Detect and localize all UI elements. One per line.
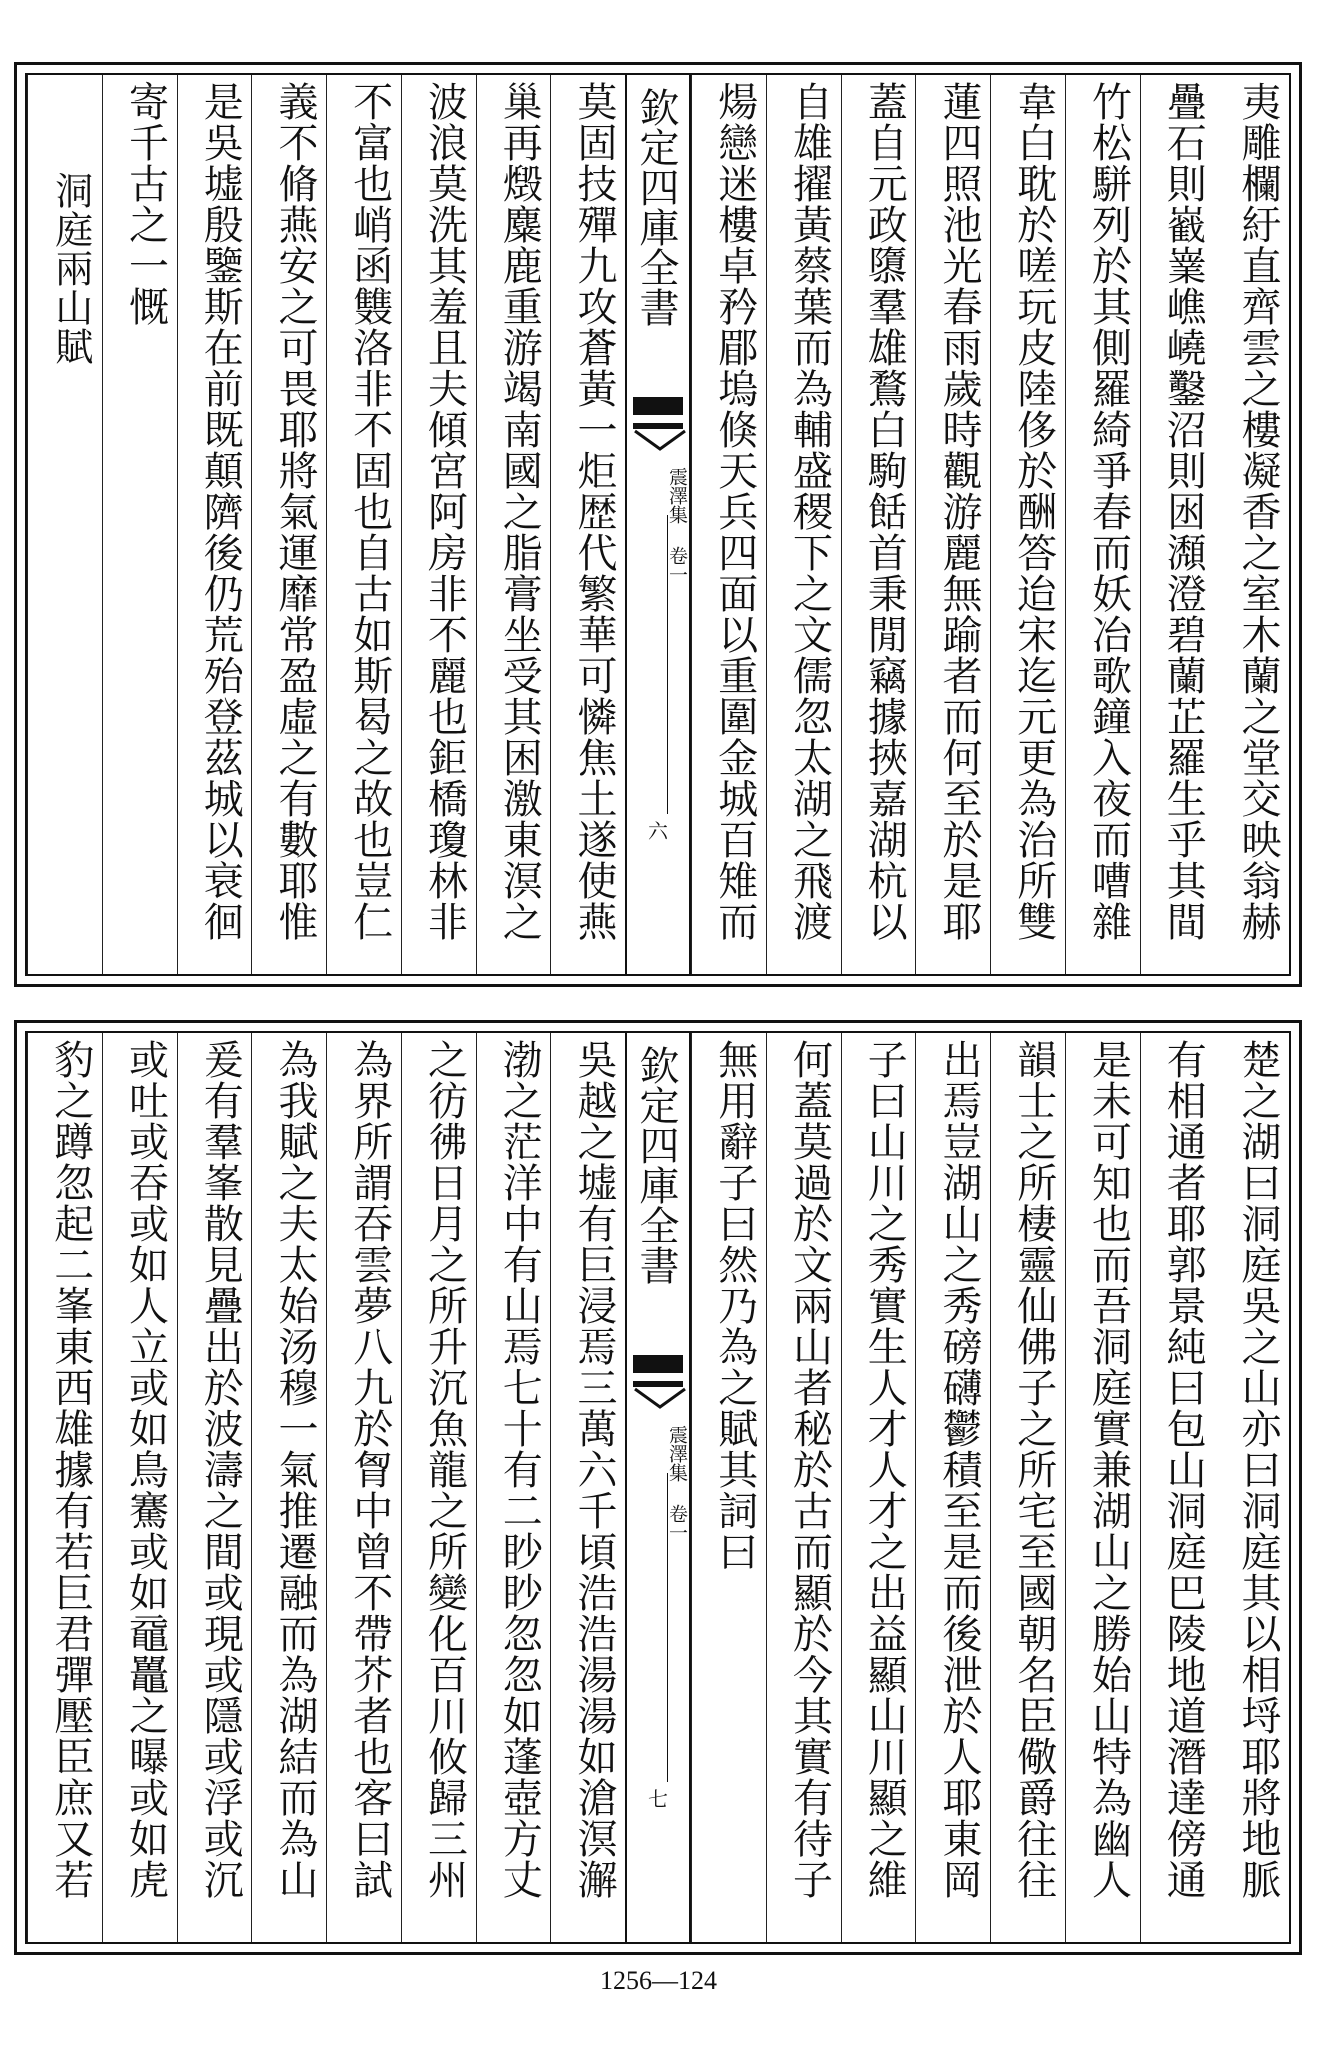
text-column: 有相通者耶郭景純曰包山洞庭巴陵地道潛達傍通 — [1140, 1033, 1215, 1942]
fish-tail-mark — [633, 1355, 683, 1373]
text-column: 蓮四照池光春雨歲時觀游麗無踰者而何至於是耶 — [915, 75, 990, 974]
fish-tail-icon — [633, 429, 687, 455]
text-column: 自雄擢黃蔡葉而為輔盛稷下之文儒忽太湖之飛渡 — [766, 75, 841, 974]
fish-tail-icon — [633, 1387, 687, 1413]
text-column: 是吳墟殷鑒斯在前既顛隮後仍荒殆登茲城以衰徊 — [177, 75, 252, 974]
bottom-page-inner-border — [25, 1031, 1291, 1944]
text-column: 無用辭子曰然乃為之賦其詞曰 — [691, 1033, 766, 1942]
text-column: 巢再燬麋鹿重游竭南國之脂膏坐受其困激東溟之 — [476, 75, 551, 974]
text-column: 洞庭兩山賦 — [27, 75, 102, 974]
top-page-columns — [27, 75, 1289, 974]
leaf-number: 六 — [648, 819, 668, 843]
leaf-number: 七 — [648, 1787, 668, 1811]
text-column: 是未可知也而吾洞庭實兼湖山之勝始山特為幽人 — [1065, 1033, 1140, 1942]
top-page-inner-border — [25, 73, 1291, 976]
text-column: 竹松駢列於其側羅綺爭春而妖冶歌鐘入夜而嘈雜 — [1065, 75, 1140, 974]
text-column: 波浪莫洗其羞且夫傾宮阿房非不麗也鉅橋瓊林非 — [401, 75, 476, 974]
text-column: 為我賦之夫太始汤穆一氣推遷融而為湖結而為山 — [251, 1033, 326, 1942]
text-column: 韋白耽於嗟玩皮陸侈於酬答迨宋迄元更為治所雙 — [990, 75, 1065, 974]
bottom-page-columns — [27, 1033, 1289, 1942]
book-title: 欽定四庫全書 — [633, 87, 679, 327]
text-column: 吳越之墟有巨浸焉三萬六千頃浩浩湯湯如滄溟澥 — [550, 1033, 625, 1942]
collection-volume-label: 震澤集 卷一 — [666, 467, 688, 584]
text-column: 莫固技殫九攻蒼黃一炬歴代繁華可憐焦土遂使燕 — [550, 75, 625, 974]
collection-volume-label: 震澤集 卷一 — [666, 1425, 688, 1542]
text-column: 或吐或吞或如人立或如鳥騫或如黿鼉之曝或如虎 — [102, 1033, 177, 1942]
fish-tail-mark — [633, 397, 683, 415]
text-column: 之彷彿日月之所升沉魚龍之所變化百川攸歸三州 — [401, 1033, 476, 1942]
text-column: 何蓋莫過於文兩山者秘於古而顯於今其實有待子 — [766, 1033, 841, 1942]
text-column: 出焉豈湖山之秀磅礴鬱積至是而後泄於人耶東岡 — [915, 1033, 990, 1942]
text-column: 煬戀迷樓卓矜郿塢倏天兵四面以重圍金城百雉而 — [691, 75, 766, 974]
text-column: 不富也峭函䨇洛非不固也自古如斯曷之故也豈仁 — [326, 75, 401, 974]
text-column: 楚之湖曰洞庭吳之山亦曰洞庭其以相埒耶將地脈 — [1235, 1039, 1281, 1900]
fold-rule — [667, 1473, 668, 1782]
top_page-center-fold — [625, 75, 691, 974]
text-column: 爰有羣峯散見疊出於波濤之間或現或隱或浮或沉 — [177, 1033, 252, 1942]
text-column: 蓋自元政隳羣雄鶩白駒餂首秉閒竊據挾嘉湖杭以 — [841, 75, 916, 974]
text-column: 為界所謂吞雲夢八九於胷中曾不帶芥者也客曰試 — [326, 1033, 401, 1942]
text-column: 韻士之所棲靈仙佛子之所宅至國朝名臣儆爵往往 — [990, 1033, 1065, 1942]
text-column: 渤之茫洋中有山焉七十有二眇眇忽忽如蓬壺方丈 — [476, 1033, 551, 1942]
text-column: 寄千古之一慨 — [102, 75, 177, 974]
book-title: 欽定四庫全書 — [633, 1045, 679, 1285]
text-column: 夷雕欄紆直齊雲之樓凝香之室木蘭之堂交映翁赫 — [1235, 81, 1281, 942]
text-column: 子曰山川之秀實生人才人才之出益顯山川顯之維 — [841, 1033, 916, 1942]
page-footer-number: 1256—124 — [600, 1966, 717, 1995]
top-page-frame — [14, 62, 1302, 987]
text-column: 疊石則巀嶪嶕嶢鑿沼則囦瀩澄碧蘭芷羅生乎其間 — [1140, 75, 1215, 974]
bottom_page-center-fold — [625, 1033, 691, 1942]
text-column: 豹之蹲忽起二峯東西雄據有若巨君彈壓臣庶又若 — [27, 1033, 102, 1942]
fold-rule — [667, 515, 668, 814]
bottom-page-frame — [14, 1020, 1302, 1955]
text-column: 義不脩燕安之可畏耶將氣運靡常盈虛之有數耶惟 — [251, 75, 326, 974]
